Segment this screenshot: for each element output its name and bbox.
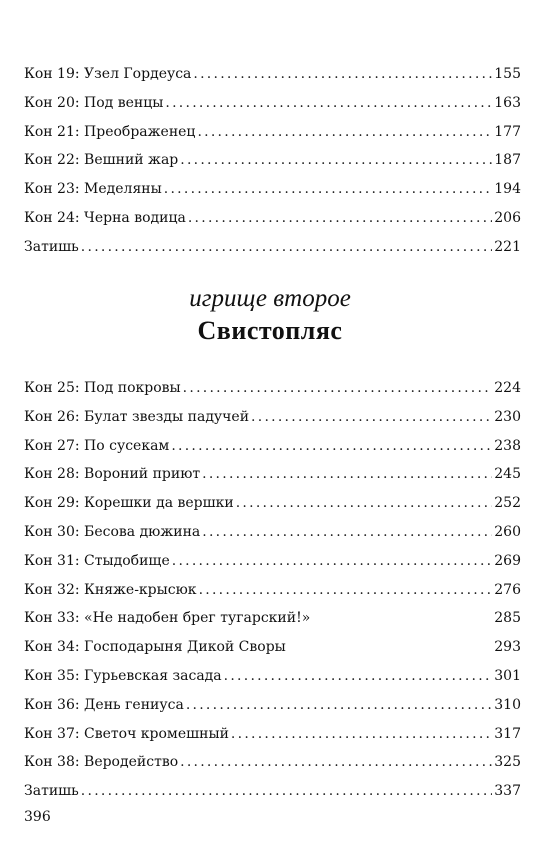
toc-entry-page: 230	[494, 408, 521, 425]
toc-entry[interactable]	[24, 60, 521, 89]
dot-leader	[202, 518, 492, 547]
toc-entry-page: 206	[494, 209, 521, 226]
toc-entry[interactable]	[24, 777, 521, 806]
dot-leader	[199, 576, 493, 605]
toc-entry-page: 238	[494, 437, 521, 454]
dot-leader	[180, 748, 492, 777]
dot-leader	[224, 662, 493, 691]
toc-entry[interactable]	[24, 720, 521, 749]
toc-entry-title: Затишь	[24, 783, 79, 800]
toc-entry[interactable]	[24, 547, 521, 576]
dot-leader	[188, 204, 492, 233]
toc-entry-page: 194	[494, 181, 521, 198]
toc-entry-title: Кон 29: Корешки да вершки	[24, 495, 234, 512]
toc-entry-page: 276	[494, 581, 521, 598]
toc-entry-page: 252	[494, 495, 521, 512]
toc-entry-title: Кон 27: По сусекам	[24, 437, 170, 454]
toc-entry-page: 310	[494, 696, 521, 713]
dot-leader	[165, 89, 492, 118]
toc-entry-page: 163	[494, 94, 521, 111]
toc-entry-page: 285	[494, 610, 521, 627]
toc-entry-title: Кон 23: Меделяны	[24, 181, 162, 198]
dot-leader	[164, 175, 493, 204]
toc-entry[interactable]	[24, 748, 521, 777]
toc-entry-page: 224	[494, 380, 521, 396]
toc-entry-title: Кон 22: Вешний жар	[24, 152, 179, 169]
toc-entry-title: Кон 28: Вороний приют	[24, 466, 201, 483]
dot-leader	[231, 720, 492, 749]
toc-entry[interactable]	[24, 403, 521, 432]
toc-entry-title: Кон 21: Преображенец	[24, 123, 196, 140]
toc-entry-page: 317	[494, 725, 521, 742]
dot-leader	[81, 233, 492, 262]
toc-entry[interactable]	[24, 489, 521, 518]
toc-entry-title: Кон 33: «Не надобен брег тугарский!»	[24, 610, 311, 627]
dot-leader	[236, 489, 493, 518]
toc-entry[interactable]	[24, 89, 521, 118]
toc-entry-title: Кон 25: Под покровы	[24, 380, 181, 396]
toc-entry-page: 301	[494, 667, 521, 684]
toc-entry-title: Кон 32: Княже-крысюк	[24, 581, 197, 598]
toc-entry-page: 177	[494, 123, 521, 140]
toc-entry[interactable]	[24, 204, 521, 233]
toc-entry[interactable]	[24, 175, 521, 204]
toc-entry[interactable]	[24, 691, 521, 720]
page-number: 396	[24, 809, 51, 825]
toc-entry-page: 260	[494, 523, 521, 540]
toc-entry[interactable]	[24, 604, 521, 633]
toc-entry[interactable]	[24, 146, 521, 175]
toc-entry-title: Кон 19: Узел Гордеуса	[24, 66, 192, 82]
dot-leader	[202, 460, 492, 489]
toc-entry-title: Кон 26: Булат звезды падучей	[24, 408, 250, 425]
toc-list-top	[24, 60, 521, 262]
toc-entry-page: 325	[494, 754, 521, 771]
toc-entry[interactable]	[24, 460, 521, 489]
dot-leader	[186, 691, 492, 720]
toc-entry[interactable]	[24, 233, 521, 262]
dot-leader	[81, 777, 492, 806]
part-subtitle: игрище второе	[189, 285, 351, 312]
toc-entry-page: 187	[494, 152, 521, 169]
toc-entry-title: Кон 24: Черна водица	[24, 209, 186, 226]
toc-entry-page: 221	[494, 238, 521, 255]
dot-leader	[171, 432, 492, 461]
toc-entry[interactable]	[24, 633, 521, 662]
toc-entry-title: Кон 34: Господарыня Дикой Своры	[24, 639, 286, 656]
toc-entry-title: Затишь	[24, 238, 79, 255]
toc-entry-title: Кон 37: Светоч кромешный	[24, 725, 229, 742]
part-title: Свистопляс	[197, 316, 343, 345]
dot-leader	[251, 403, 492, 432]
toc-entry[interactable]	[24, 374, 521, 403]
dot-leader	[180, 146, 492, 175]
toc-list-bottom	[24, 374, 521, 806]
dot-leader	[197, 118, 492, 147]
toc-entry-title: Кон 20: Под венцы	[24, 94, 164, 111]
toc-entry-page: 155	[494, 66, 521, 82]
toc-entry[interactable]	[24, 576, 521, 605]
toc-entry-title: Кон 36: День гениуса	[24, 696, 184, 713]
toc-entry-title: Кон 30: Бесова дюжина	[24, 523, 201, 540]
part-heading	[0, 284, 540, 346]
toc-entry-title: Кон 38: Веродейство	[24, 754, 179, 771]
toc-entry[interactable]	[24, 118, 521, 147]
toc-entry-page: 293	[494, 639, 521, 656]
toc-entry-page: 337	[494, 783, 521, 800]
toc-entry-page: 245	[494, 466, 521, 483]
toc-entry[interactable]	[24, 432, 521, 461]
toc-entry-title: Кон 31: Стыдобище	[24, 552, 170, 569]
toc-entry[interactable]	[24, 662, 521, 691]
toc-entry[interactable]	[24, 518, 521, 547]
dot-leader	[172, 547, 493, 576]
dot-leader	[193, 60, 492, 89]
toc-entry-title: Кон 35: Гурьевская засада	[24, 667, 222, 684]
dot-leader	[183, 374, 493, 403]
toc-entry-page: 269	[494, 552, 521, 569]
